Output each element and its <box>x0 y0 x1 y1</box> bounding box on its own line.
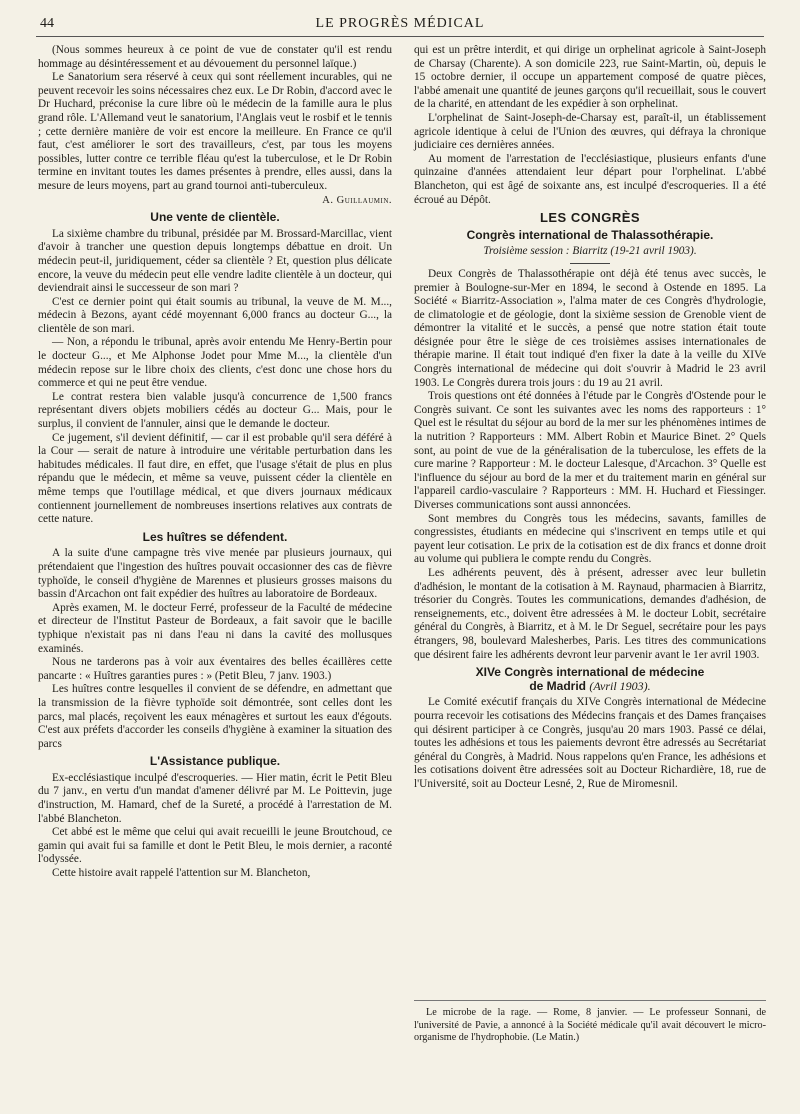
paragraph: Au moment de l'arrestation de l'ecclésiastique, plusieurs enfants d'une quinzaine d'années attendaient leur départ pour l'orphelinat. L'abbé Blancheton, qui est âgé de soixante ans, est inculpé d'escroqueries. Il a été écroué au Dépôt. <box>414 152 766 206</box>
paragraph: Le Sanatorium sera réservé à ceux qui sont réellement incurables, qui ne peuvent recevoir les soins nécessaires chez eux. Le Dr Robin, d'accord avec le Dr Huchard, préconise la cure libre où le médecin de la famille aura le plus grand rôle. L'Allemand veut le sanatorium, l'Anglais veut le rosbif et le tennis ; cette dernière manière de voir est encore la meilleure. En France ce qu'il faut, c'est améliorer le sort des travailleurs, c'est, par tous les moyens possibles, lutter contre ce terrible fléau qu'est la tuberculose, et le Dr Robin termine en invitant toutes les dames présentes à prendre, elles aussi, dans la mesure de leurs moyens, part au grand tournoi anti-tuberculeux. <box>38 71 392 192</box>
paragraph: Deux Congrès de Thalassothérapie ont déjà été tenus avec succès, le premier à Boulogne-sur-Mer en 1894, le second à Ostende en 1895. La Société « Biarritz-Association », l'alma mater de ces Congrès d'hydrologie, de climatologie et de géologie, dont la sixième session de Grenoble vient de démontrer la vitalité et le succès, a pensé que notre station était toute désignée pour être le siège de ces troisièmes assises internationales de thérapie marine. Il était tout indiqué d'en fixer la date à la veille du XIVe Congrès international de médecine qui doit s'ouvrir à Madrid le 23 avril 1903. Le Congrès durera trois jours : du 19 au 21 avril. <box>414 267 766 389</box>
subheading-madrid: XIVe Congrès international de médecine <box>475 665 705 680</box>
paragraph: L'orphelinat de Saint-Joseph-de-Charsay est, paraît-il, un établissement agricole identique à celui de l'Union des œuvres, qui défraya la chronique judiciaire ces dernières années. <box>414 111 766 152</box>
signature: A. Guillaumin. <box>322 194 392 206</box>
paragraph: Les adhérents peuvent, dès à présent, adresser avec leur bulletin d'adhésion, le montant de la cotisation à M. Raynaud, pharmacien à Biarritz, trésorier du Congrès. Toutes les communications, demandes d'adhésion, de renseignements, etc., doivent être adressées à M. le docteur Lobit, secrétaire général du Congrès, à Biarritz, et à M. le Dr Seguel, secrétaire pour les pays étrangers, 98, boulevard Malesherbes, Paris. Les titres des communications que désirent faire les adhérents devront leur parvenir avant le 1er avril 1903. <box>414 566 766 661</box>
subheading-thalassotherapie: Congrès international de Thalassothérapie. <box>466 227 714 242</box>
paragraph: Après examen, M. le docteur Ferré, professeur de la Faculté de médecine et directeur de l'Institut Pasteur de Bordeaux, a fait savoir que le bacille typhique n'existait pas ni dans l'eau ni dans la cavité des mollusques examinés. <box>38 601 392 655</box>
running-title: LE PROGRÈS MÉDICAL <box>315 16 485 31</box>
paragraph: Les huîtres contre lesquelles il convient de se défendre, en admettant que la transmission de la fièvre typhoïde soit démontrée, sont celles dont les parcs, mal placés, reçoivent les eaux ménagères et surtout les eaux d'égouts. C'est aux préfets d'accorder les conseils d'hygiène à examiner la situation des parcs <box>38 683 392 750</box>
header-rule <box>36 36 764 37</box>
page-number: 44 <box>40 16 54 31</box>
section-heading-huitres: Les huîtres se défendent. <box>142 529 288 544</box>
paragraph: qui est un prêtre interdit, et qui dirige un orphelinat agricole à Saint-Joseph de Charsay (Charente). A son domicile 223, rue Saint-Martin, où, depuis le 15 octobre dernier, il occupe un appartement composé de quatre pièces, l'abbé amenait une quantité de jeunes garçons qu'il recueillait, sous le couvert de la charité, en attendant de les expédier à son orphelinat. <box>414 44 766 111</box>
footnote-text: Le microbe de la rage. — Rome, 8 janvier. — Le professeur Sonnani, de l'université de Pavie, a annoncé à la Société médicale qu'il avait découvert le micro-organisme de l'hydrophobie. (Le Matin.) <box>414 1007 766 1043</box>
paragraph: Trois questions ont été données à l'étude par le Congrès d'Ostende pour le Congrès suivant. Ce sont les suivantes avec les noms des rapporteurs : 1° Quel est le résultat du séjour au bord de la mer sur les phénomènes intimes de la nutrition ? Rapporteurs : MM. Albert Robin et Maurice Binet. 2° Quels sont, au point de vue de la généralisation de la tuberculose, les effets de la cure marine ? Rapporteur : M. le docteur Lalesque, d'Arcachon. 3° Quelle est l'influence du séjour au bord de la mer et du traitement marin en général sur l'appareil cardio-vasculaire ? Rapporteurs : MM. H. Huchard et Fiessinger. Diverses communications sont aussi annoncées. <box>414 390 766 511</box>
subheading-madrid-date: (Avril 1903). <box>589 678 651 693</box>
page-header <box>36 14 764 36</box>
left-column <box>38 44 392 881</box>
paragraph: Cet abbé est le même que celui qui avait recueilli le jeune Broutchoud, ce gamin qui avait fui sa famille et dont le Petit Bleu, le mois dernier, a raconté l'odyssée. <box>38 826 392 866</box>
paragraph: Le Comité exécutif français du XIVe Congrès international de Médecine pourra recevoir les cotisations des Médecins français et des Dames françaises qui désirent participer à ce Congrès, jusqu'au 20 mars 1903. Passé ce délai, toutes les adhésions et tous les paiements devront être adressés au Secrétariat général du Congrès, à Madrid. Nous rappelons qu'en France, les adhésions et les cotisations doivent être adressées soit au Docteur Richardière, 18, rue de l'Université, soit au Docteur Lesné, 2, Rue de Miromesnil. <box>414 696 766 790</box>
right-column <box>414 44 766 791</box>
paragraph: Ce jugement, s'il devient définitif, — car il est probable qu'il sera déféré à la Cour — serait de nature à introduire une véritable perturbation dans les habitudes médicales. Il faut dire, en effet, que l'usage s'était de plus en plus répandu que le médecin, et même sa veuve, puissent céder la clientèle en même temps que l'outillage médical, et que divers journaux médicaux contiennent journellement de nombreuses insertions relatives aux contrats de cette nature. <box>38 431 392 526</box>
paragraph: C'est ce dernier point qui était soumis au tribunal, la veuve de M. M..., médecin à Bezons, ayant cédé moyennant 6,000 francs au docteur G..., la clientèle de son mari. <box>38 295 392 335</box>
subheading-madrid-city: de Madrid <box>529 678 586 693</box>
paragraph: — Non, a répondu le tribunal, après avoir entendu Me Henry-Bertin pour le docteur G..., et Me Alphonse Jodet pour Mme M..., la clientèle d'un médecin repose sur le libre choix des clients, c'est donc une chose hors du commerce et qui ne peut être vendue. <box>38 336 392 390</box>
session-line: Troisième session : Biarritz (19-21 avril 1903). <box>483 245 697 258</box>
paragraph: Ex-ecclésiastique inculpé d'escroqueries. — Hier matin, écrit le Petit Bleu du 7 janv., en vertu d'un mandat d'amener délivré par M. Le Poittevin, juge d'instruction, M. Hamard, chef de la Sureté, a procédé à l'arrestation de M. l'abbé Blancheton. <box>38 771 392 825</box>
paragraph: Le contrat restera bien valable jusqu'à concurrence de 1,500 francs représentant divers objets mobiliers cédés au docteur G... Mais, pour le surplus, il convient de l'annuler, ainsi que le demande le docteur. <box>38 390 392 431</box>
paragraph: Sont membres du Congrès tous les médecins, savants, familles de congressistes, étudiants en médecine qui s'inscrivent en temps utile et qui payent leur cotisation. Le prix de la cotisation est de dix francs et donne droit au volume qui publiera le compte rendu du Congrès. <box>414 512 766 566</box>
subheading-madrid-line2 <box>414 680 766 694</box>
paragraph: La sixième chambre du tribunal, présidée par M. Brossard-Marcillac, vient d'avoir à trancher une question depuis longtemps débattue en droit. Un médecin peut-il, juridiquement, céder sa clientèle ? Et, question plus délicate encore, la veuve du médecin peut elle vendre ladite clientèle à un docteur, qui deviendrait ainsi le successeur de son mari ? <box>38 227 392 295</box>
section-heading-vente: Une vente de clientèle. <box>150 210 280 225</box>
divider <box>570 263 610 264</box>
footnote <box>414 1000 766 1045</box>
paragraph: Nous ne tarderons pas à voir aux éventaires des belles écaillères cette pancarte : « Huîtres garanties pures : » (Petit Bleu, 7 janv. 1903.) <box>38 656 392 682</box>
paragraph: A la suite d'une campagne très vive menée par plusieurs journaux, qui prétendaient que l'ingestion des huîtres pouvait occasionner des cas de fièvre typhoïde, le conseil d'hygiène de Marennes et plusieurs grosses maisons du bassin d'Arcachon ont fait expédier des huîtres au laboratoire de Bordeaux. <box>38 547 392 601</box>
paragraph: Cette histoire avait rappelé l'attention sur M. Blancheton, <box>52 867 311 880</box>
section-heading-assistance: L'Assistance publique. <box>149 754 281 769</box>
section-heading-congres: LES CONGRÈS <box>539 210 641 226</box>
paragraph: (Nous sommes heureux à ce point de vue de constater qu'il est rendu hommage au désintéressement et au dévouement du personnel laïque.) <box>38 44 392 70</box>
